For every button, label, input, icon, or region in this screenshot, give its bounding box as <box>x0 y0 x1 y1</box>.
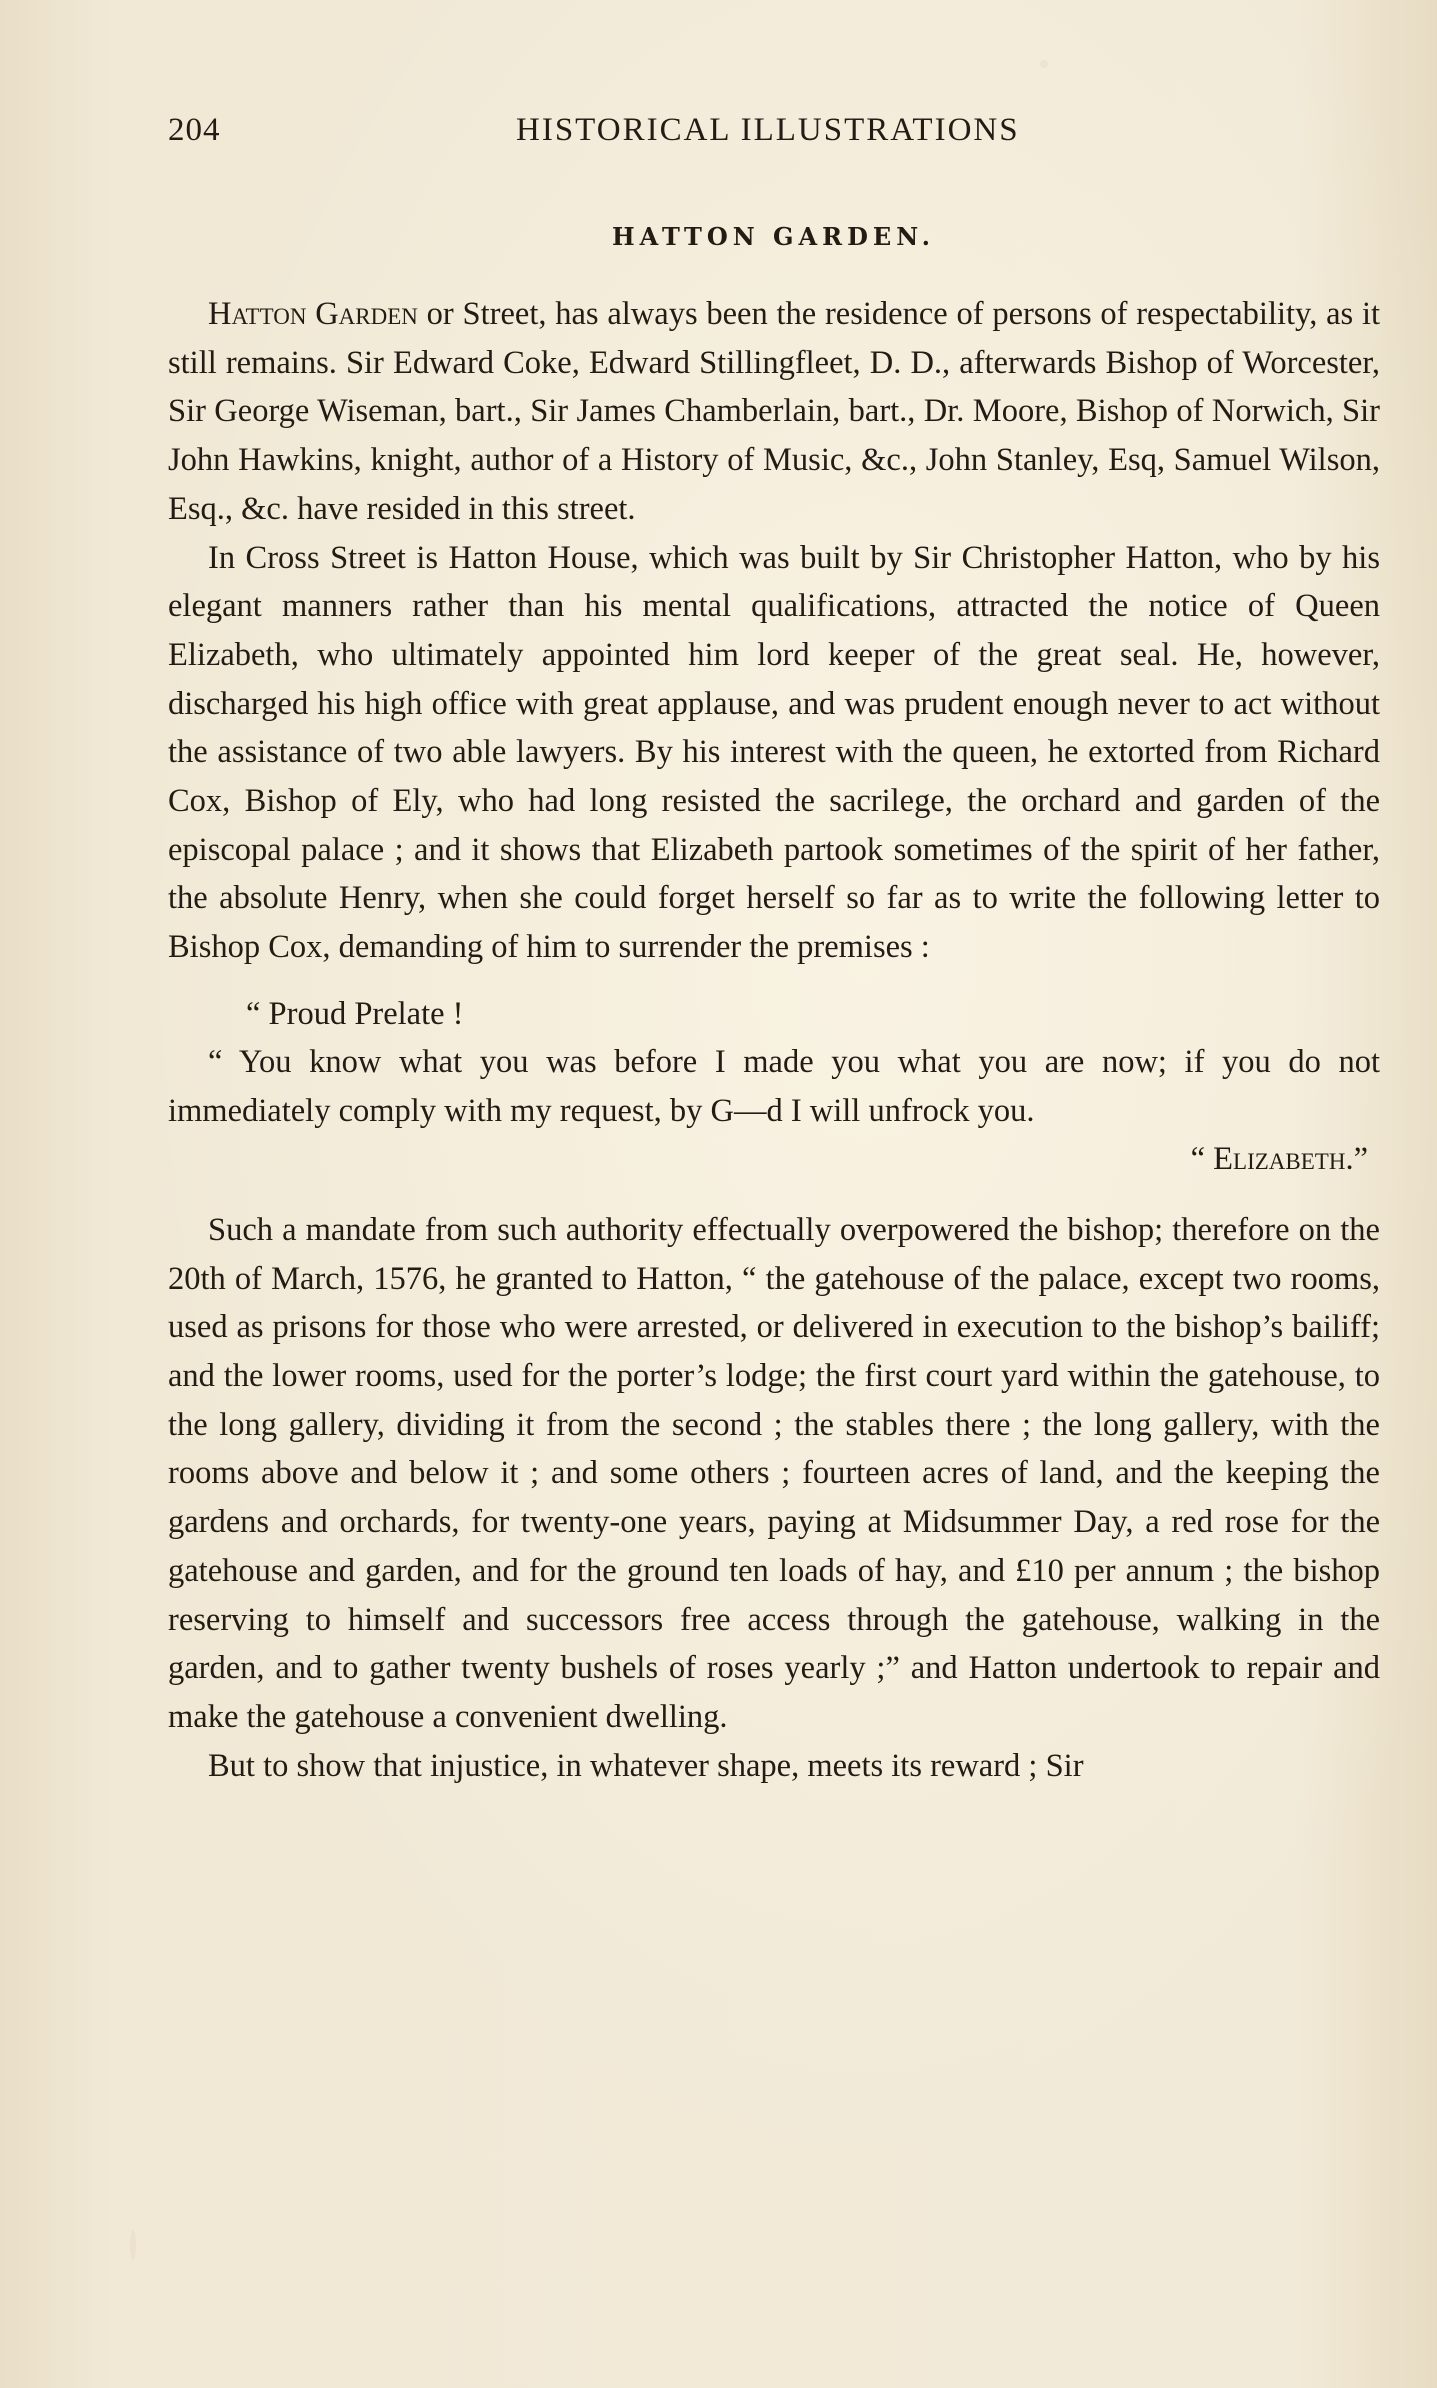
paper-stain <box>130 2230 136 2260</box>
body-text <box>168 290 1380 1790</box>
paragraph-1-or: or <box>417 296 463 332</box>
paragraph-1-text: Street, has always been the residence of persons of respectability, as it still remains. Sir Edward Coke, Edward Stillingfleet, D. D., afterwards Bishop of Worcester, Sir George Wiseman, bart., Sir James Chamberlain, bart., Dr. Moore, Bishop of Norwich, Sir John Hawkins, knight, author of a History of Music, &c., John Stanley, Esq, Samuel Wilson, Esq., &c. have resided in this street. <box>168 296 1381 527</box>
page-number: 204 <box>168 112 221 148</box>
page-header <box>168 112 1396 162</box>
letter-signature: “ Elizabeth.” <box>1190 1141 1368 1178</box>
letter-salutation: “ Proud Prelate ! <box>246 995 464 1032</box>
paragraph-4: But to show that injustice, in whatever shape, meets its reward ; Sir <box>208 1747 1084 1784</box>
letter-body: “ You know what you was before I made you what you are now; if you do not immediately comply with my request, by G—d I will unfrock you. <box>168 1043 1380 1129</box>
paragraph-2: In Cross Street is Hatton House, which was built by Sir Christopher Hatton, who by his elegant manners rather than his mental qualifications, attracted the notice of Queen Elizabeth, who ultimately appointed him lord keeper of the great seal. He, however, discharged his high office with great applause, and was prudent enough never to act without the assistance of two able lawyers. By his interest with the queen, he extorted from Richard Cox, Bishop of Ely, who had long resisted the sacrilege, the orchard and garden of the episcopal palace ; and it shows that Elizabeth partook sometimes of the spirit of her father, the absolute Henry, when she could forget herself so far as to write the following letter to Bishop Cox, demanding of him to surrender the premises : <box>168 539 1380 966</box>
section-title: HATTON GARDEN. <box>612 222 935 251</box>
paper-stain <box>1040 60 1048 68</box>
paragraph-1-lead: Hatton Garden <box>208 296 418 332</box>
running-head: HISTORICAL ILLUSTRATIONS <box>516 112 1020 148</box>
paragraph-1 <box>168 290 1380 534</box>
paragraph-3: Such a mandate from such authority effectually overpowered the bishop; therefore on the 20th of March, 1576, he granted to Hatton, “ the gatehouse of the palace, except two rooms, used as prisons for those who were arrested, or delivered in execution to the bishop’s bailiff; and the lower rooms, used for the porter’s lodge; the first court yard within the gatehouse, to the long gallery, dividing it from the second ; the stables there ; the long gallery, with the rooms above and below it ; and some others ; fourteen acres of land, and the keeping the gardens and orchards, for twenty-one years, paying at Midsummer Day, a red rose for the gatehouse and garden, and for the ground ten loads of hay, and £10 per annum ; the bishop reserving to himself and successors free access through the gatehouse, walking in the garden, and to gather twenty bushels of roses yearly ;” and Hatton undertook to repair and make the gatehouse a convenient dwelling. <box>168 1211 1380 1735</box>
